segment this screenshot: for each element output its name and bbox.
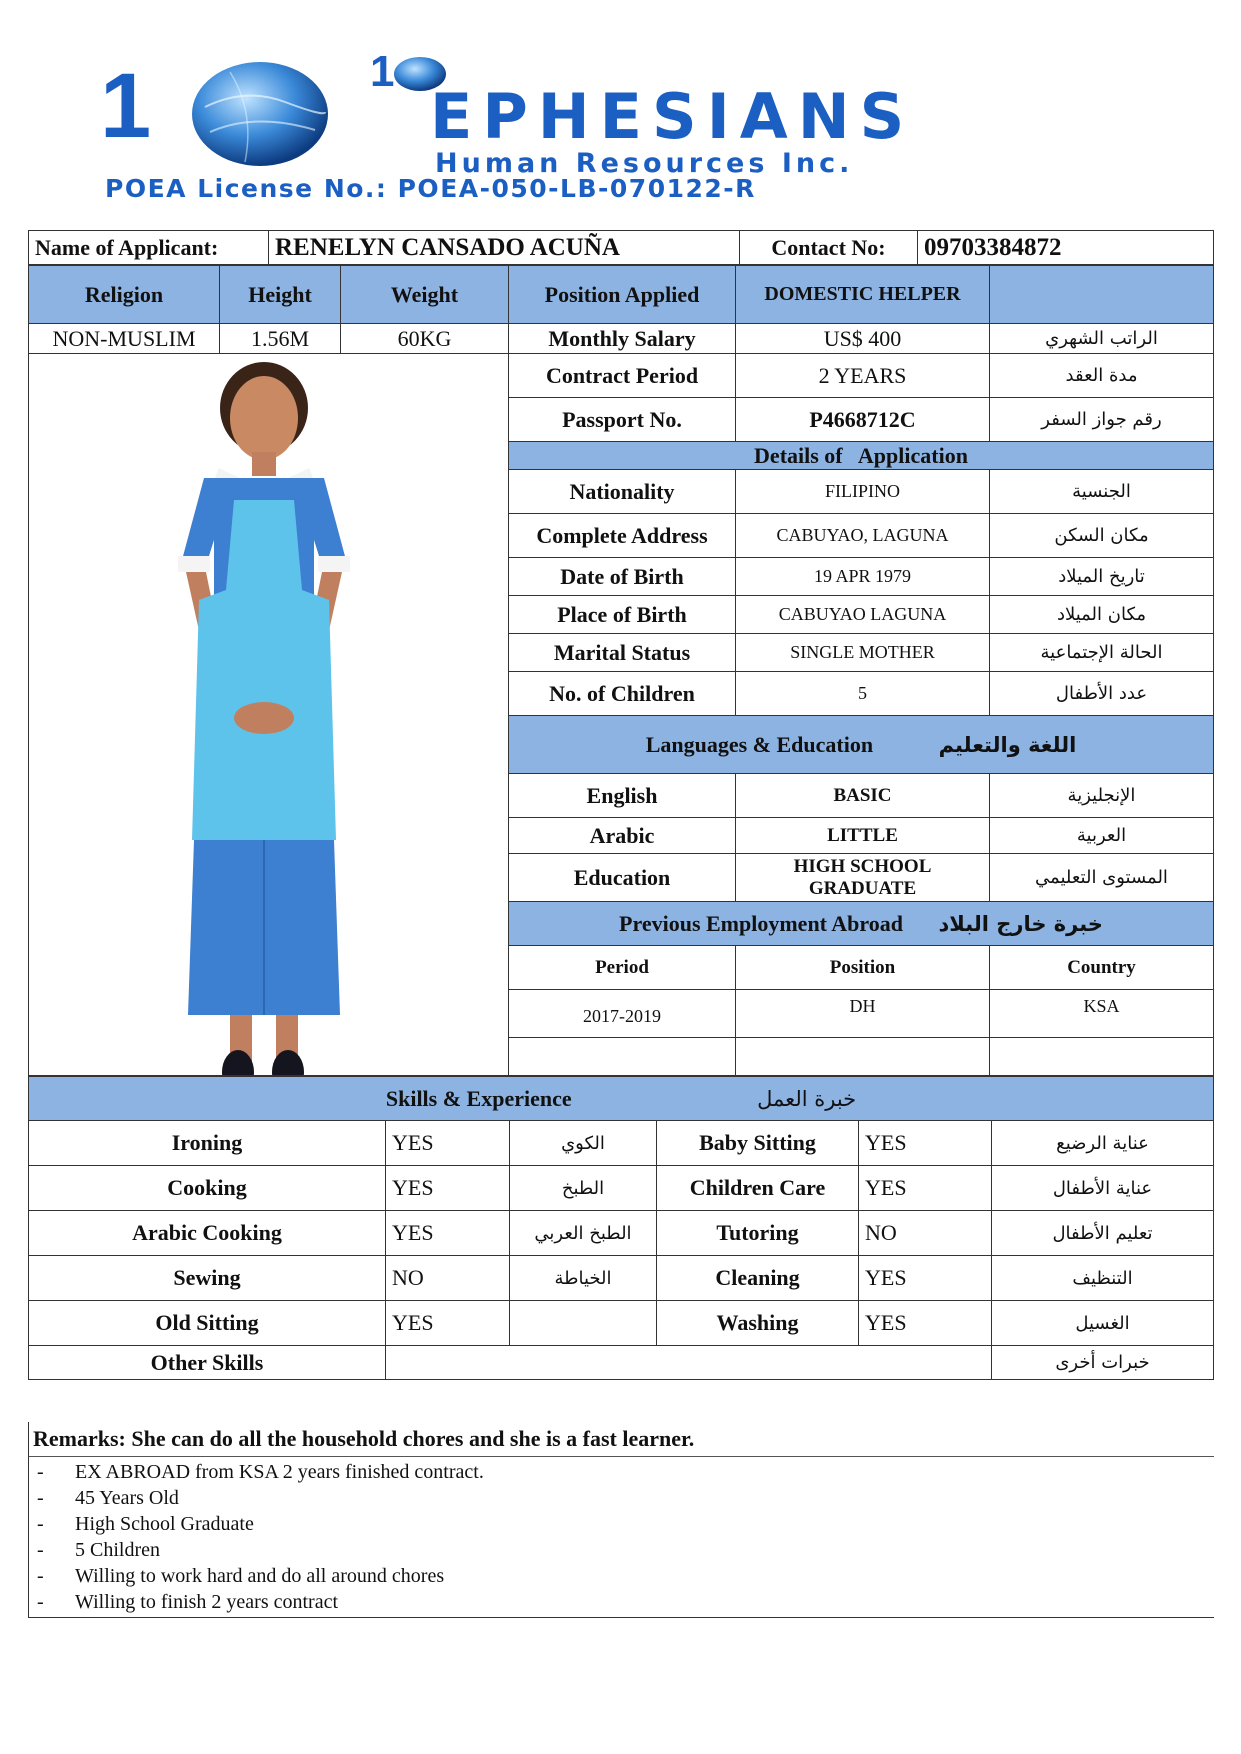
contact-number: 09703384872 (918, 231, 1214, 265)
remark-text: Willing to work hard and do all around chores (75, 1565, 445, 1587)
bullet-dash: - (37, 1461, 44, 1483)
employment-position: DH (736, 990, 990, 1038)
skill-tutoring-arabic: تعليم الأطفال (992, 1211, 1214, 1256)
other-skills-label: Other Skills (29, 1346, 386, 1380)
remark-text: Willing to finish 2 years contract (75, 1591, 339, 1613)
employment-empty-2 (736, 1038, 990, 1076)
bullet-dash: - (37, 1565, 44, 1587)
skill-baby-sitting-label: Baby Sitting (657, 1121, 859, 1166)
skill-old-sitting-arabic (510, 1301, 657, 1346)
nationality-value: FILIPINO (736, 470, 990, 514)
children-value: 5 (736, 672, 990, 716)
list-item (29, 1537, 1214, 1563)
languages-title-ar: اللغة والتعليم (938, 732, 1077, 757)
pob-value: CABUYAO LAGUNA (736, 596, 990, 634)
contract-period-label: Contract Period (509, 354, 736, 398)
bullet-dash: - (37, 1591, 44, 1613)
passport-arabic: رقم جواز السفر (990, 398, 1214, 442)
company-name: EPHESIANS (430, 80, 915, 153)
nationality-label: Nationality (509, 470, 736, 514)
logo-superscript: 1 (370, 47, 395, 96)
details-table (28, 265, 1214, 1076)
list-item (29, 1459, 1214, 1485)
skill-washing-label: Washing (657, 1301, 859, 1346)
education-value: HIGH SCHOOL GRADUATE (736, 854, 990, 902)
education-arabic: المستوى التعليمي (990, 854, 1214, 902)
height-value: 1.56M (220, 324, 341, 354)
skill-arabic-cooking-label: Arabic Cooking (29, 1211, 386, 1256)
company-subtitle: Human Resources Inc. (435, 148, 854, 179)
employment-title-ar: خبرة خارج البلاد (938, 911, 1103, 936)
passport-label: Passport No. (509, 398, 736, 442)
skill-sewing-value: NO (386, 1256, 510, 1301)
skills-title-en: Skills & Experience (385, 1085, 572, 1111)
skill-ironing-label: Ironing (29, 1121, 386, 1166)
english-label: English (509, 774, 736, 818)
skills-title-ar: خبرة العمل (757, 1086, 857, 1111)
bullet-dash: - (37, 1539, 44, 1561)
remark-text: High School Graduate (75, 1513, 254, 1535)
children-arabic: عدد الأطفال (990, 672, 1214, 716)
remarks-list (29, 1457, 1214, 1617)
salary-arabic: الراتب الشهري (990, 324, 1214, 354)
address-value: CABUYAO, LAGUNA (736, 514, 990, 558)
position-applied-header: Position Applied (509, 266, 736, 324)
skill-arabic-cooking-value: YES (386, 1211, 510, 1256)
skill-ironing-value: YES (386, 1121, 510, 1166)
dob-label: Date of Birth (509, 558, 736, 596)
address-arabic: مكان السكن (990, 514, 1214, 558)
remarks-title: Remarks: She can do all the household chores and she is a fast learner. (29, 1422, 1214, 1457)
skill-children-care-arabic: عناية الأطفال (992, 1166, 1214, 1211)
salary-label: Monthly Salary (509, 324, 736, 354)
applicant-photo (29, 354, 509, 1076)
globe-icon (185, 52, 335, 172)
skill-cooking-value: YES (386, 1166, 510, 1211)
other-skills-value (386, 1346, 992, 1380)
nationality-arabic: الجنسية (990, 470, 1214, 514)
employment-title (509, 902, 1214, 946)
other-skills-arabic: خبرات أخرى (992, 1346, 1214, 1380)
english-arabic: الإنجليزية (990, 774, 1214, 818)
marital-value: SINGLE MOTHER (736, 634, 990, 672)
skill-cleaning-label: Cleaning (657, 1256, 859, 1301)
skills-table (28, 1076, 1214, 1380)
skill-washing-arabic: الغسيل (992, 1301, 1214, 1346)
employment-country: KSA (990, 990, 1214, 1038)
marital-label: Marital Status (509, 634, 736, 672)
contact-label: Contact No: (740, 231, 918, 265)
company-logo (100, 47, 1140, 203)
list-item (29, 1485, 1214, 1511)
remark-text: EX ABROAD from KSA 2 years finished contract. (75, 1461, 484, 1483)
children-label: No. of Children (509, 672, 736, 716)
weight-header: Weight (341, 266, 509, 324)
dob-arabic: تاريخ الميلاد (990, 558, 1214, 596)
applicant-info-table (28, 230, 1214, 265)
bullet-dash: - (37, 1513, 44, 1535)
list-item (29, 1563, 1214, 1589)
skill-children-care-value: YES (859, 1166, 992, 1211)
position-applied-value: DOMESTIC HELPER (736, 266, 990, 324)
skill-cooking-label: Cooking (29, 1166, 386, 1211)
employment-empty-3 (990, 1038, 1214, 1076)
marital-arabic: الحالة الإجتماعية (990, 634, 1214, 672)
applicant-name: RENELYN CANSADO ACUÑA (269, 231, 740, 265)
skill-sewing-label: Sewing (29, 1256, 386, 1301)
weight-value: 60KG (341, 324, 509, 354)
arabic-label: Arabic (509, 818, 736, 854)
logo-number: 1 (100, 55, 150, 157)
english-value: BASIC (736, 774, 990, 818)
religion-header: Religion (29, 266, 220, 324)
skill-tutoring-label: Tutoring (657, 1211, 859, 1256)
address-label: Complete Address (509, 514, 736, 558)
skill-baby-sitting-arabic: عناية الرضيع (992, 1121, 1214, 1166)
skill-cleaning-arabic: التنظيف (992, 1256, 1214, 1301)
height-header: Height (220, 266, 341, 324)
application-form (28, 230, 1213, 1380)
employment-period: 2017-2019 (509, 990, 736, 1038)
skill-children-care-label: Children Care (657, 1166, 859, 1211)
arabic-arabic: العربية (990, 818, 1214, 854)
pob-label: Place of Birth (509, 596, 736, 634)
remarks-section (28, 1422, 1214, 1618)
pob-arabic: مكان الميلاد (990, 596, 1214, 634)
skill-baby-sitting-value: YES (859, 1121, 992, 1166)
remark-text: 5 Children (75, 1539, 160, 1561)
bullet-dash: - (37, 1487, 44, 1509)
education-label: Education (509, 854, 736, 902)
details-title: Details of Application (509, 442, 1214, 470)
arabic-value: LITTLE (736, 818, 990, 854)
skill-cleaning-value: YES (859, 1256, 992, 1301)
skill-old-sitting-label: Old Sitting (29, 1301, 386, 1346)
applicant-photo-figure (164, 360, 364, 1076)
employment-title-en: Previous Employment Abroad (619, 910, 904, 936)
name-label: Name of Applicant: (29, 231, 269, 265)
skill-ironing-arabic: الكوي (510, 1121, 657, 1166)
country-header: Country (990, 946, 1214, 990)
salary-value: US$ 400 (736, 324, 990, 354)
position-applied-blank (990, 266, 1214, 324)
position-header: Position (736, 946, 990, 990)
employment-empty-1 (509, 1038, 736, 1076)
skill-sewing-arabic: الخياطة (510, 1256, 657, 1301)
languages-title (509, 716, 1214, 774)
skill-cooking-arabic: الطبخ (510, 1166, 657, 1211)
passport-value: P4668712C (736, 398, 990, 442)
languages-title-en: Languages & Education (645, 731, 874, 757)
license-number: POEA License No.: POEA-050-LB-070122-R (105, 174, 756, 203)
skill-washing-value: YES (859, 1301, 992, 1346)
dob-value: 19 APR 1979 (736, 558, 990, 596)
remark-text: 45 Years Old (75, 1487, 179, 1509)
skill-arabic-cooking-arabic: الطبخ العربي (510, 1211, 657, 1256)
skill-tutoring-value: NO (859, 1211, 992, 1256)
list-item (29, 1589, 1214, 1615)
religion-value: NON-MUSLIM (29, 324, 220, 354)
list-item (29, 1511, 1214, 1537)
period-header: Period (509, 946, 736, 990)
skill-old-sitting-value: YES (386, 1301, 510, 1346)
skills-title (29, 1077, 1214, 1121)
contract-period-value: 2 YEARS (736, 354, 990, 398)
contract-period-arabic: مدة العقد (990, 354, 1214, 398)
